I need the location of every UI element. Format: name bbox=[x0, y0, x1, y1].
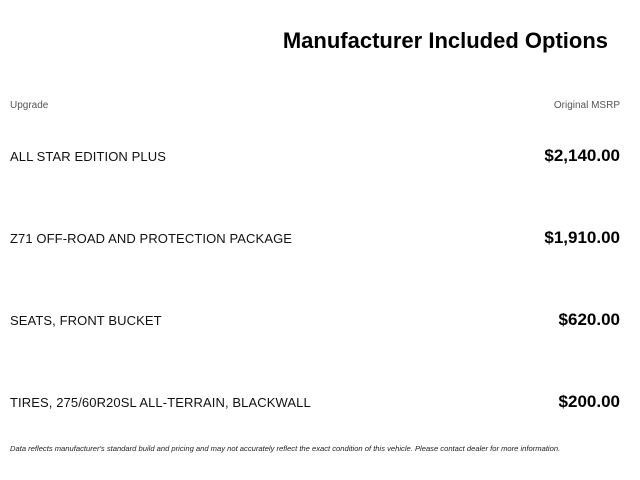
option-row bbox=[10, 389, 620, 415]
option-price: $200.00 bbox=[558, 392, 620, 411]
page-title: Manufacturer Included Options bbox=[282, 28, 608, 53]
option-row bbox=[10, 225, 620, 251]
disclaimer-text: Data reflects manufacturer's standard build and pricing and may not accurately reflect the exact condition of this vehicle. Please contact dealer for more information. bbox=[10, 444, 561, 453]
option-name: ALL STAR EDITION PLUS bbox=[10, 148, 166, 164]
option-name: SEATS, FRONT BUCKET bbox=[10, 312, 162, 328]
option-name: TIRES, 275/60R20SL ALL-TERRAIN, BLACKWALL bbox=[10, 394, 311, 410]
option-price: $620.00 bbox=[558, 310, 620, 329]
option-row bbox=[10, 307, 620, 333]
option-price: $1,910.00 bbox=[544, 228, 620, 247]
option-row bbox=[10, 143, 620, 169]
option-name: Z71 OFF-ROAD AND PROTECTION PACKAGE bbox=[10, 230, 293, 246]
table-header bbox=[10, 100, 620, 111]
option-price: $2,140.00 bbox=[544, 146, 620, 165]
upgrade-column-header: Upgrade bbox=[10, 100, 49, 111]
msrp-column-header: Original MSRP bbox=[553, 100, 620, 111]
